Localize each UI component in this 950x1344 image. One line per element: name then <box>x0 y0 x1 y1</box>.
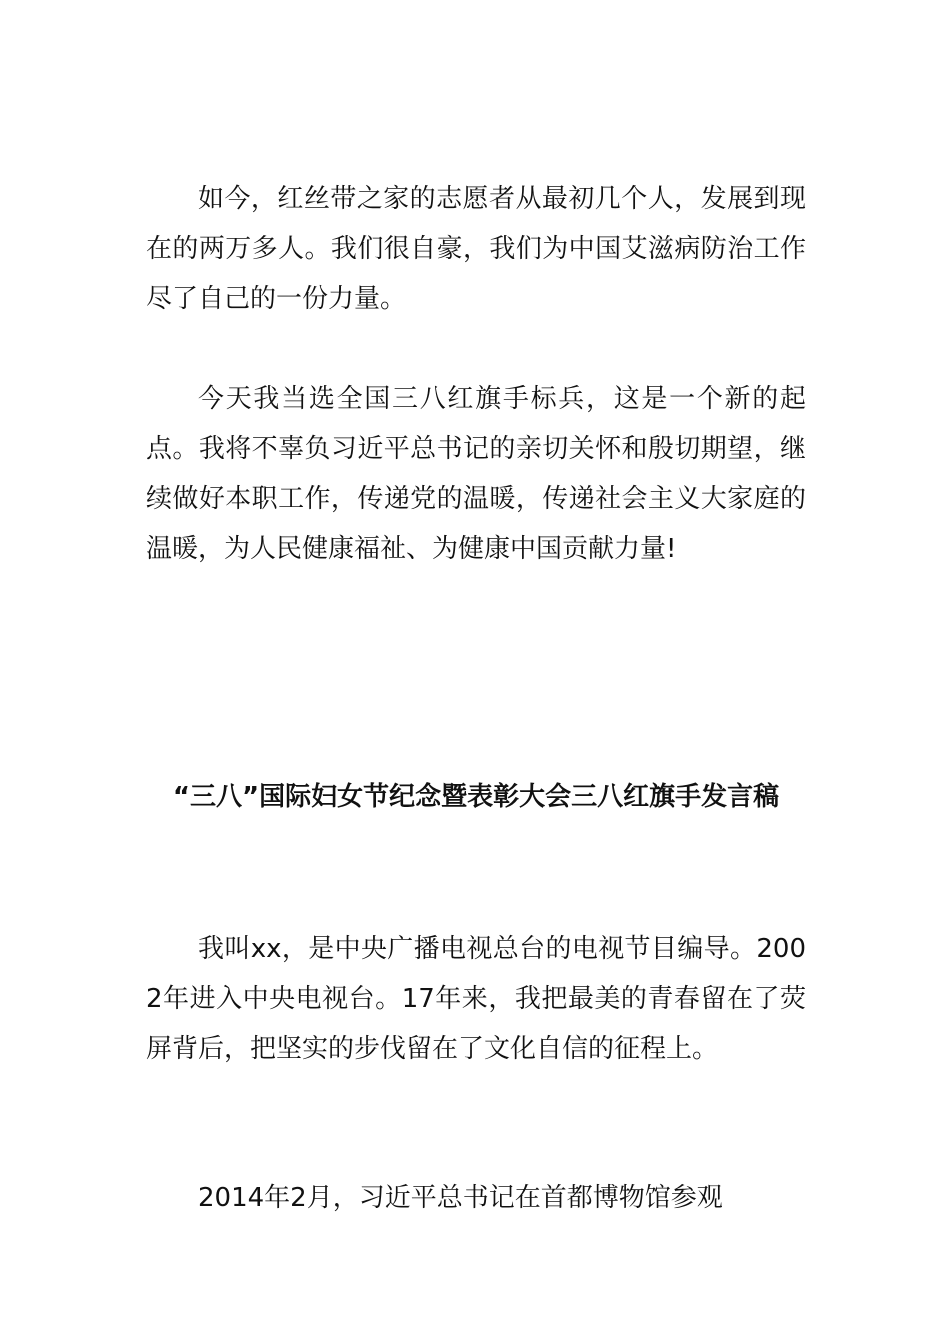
paragraph-introduction: 我叫xx，是中央广播电视总台的电视节目编导。2002年进入中央电视台。17年来，我把最美的青春留在了荧屏背后，把坚实的步伐留在了文化自信的征程上。 <box>146 934 806 1064</box>
section-title: “三八”国际妇女节纪念暨表彰大会三八红旗手发言稿 <box>172 782 780 812</box>
paragraph-museum-visit: 2014年2月，习近平总书记在首都博物馆参观 <box>198 1183 723 1213</box>
paragraph-new-start: 今天我当选全国三八红旗手标兵，这是一个新的起点。我将不辜负习近平总书记的亲切关怀和殷切期望，继续做好本职工作，传递党的温暖，传递社会主义大家庭的温暖，为人民健康福祉、为健康中国贡献力量! <box>146 384 806 564</box>
paragraph-volunteers: 如今，红丝带之家的志愿者从最初几个人，发展到现在的两万多人。我们很自豪，我们为中国艾滋病防治工作尽了自己的一份力量。 <box>146 184 806 314</box>
